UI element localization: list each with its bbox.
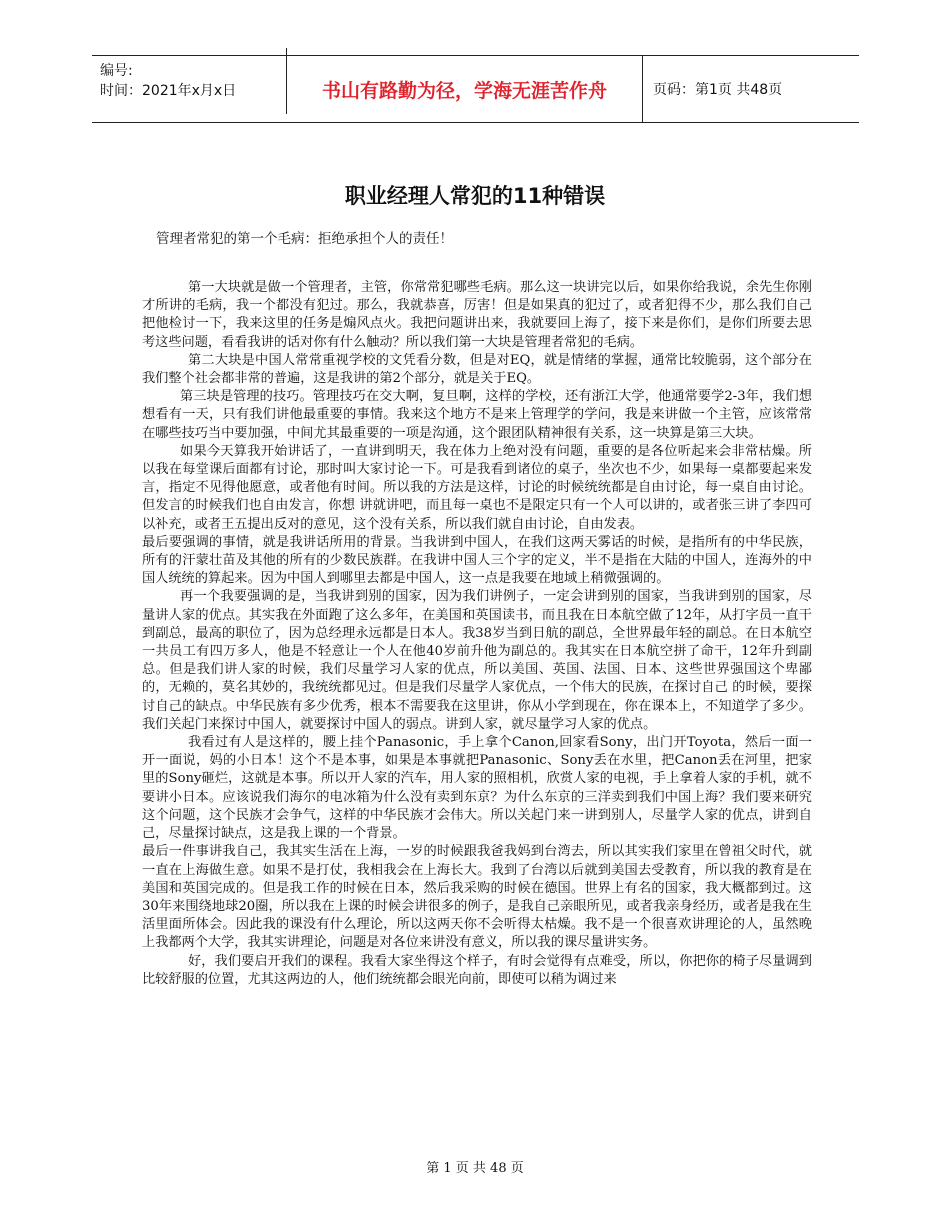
page-footer: 第 1 页 共 48 页 xyxy=(426,1161,524,1176)
document-number-label: 编号: xyxy=(100,63,133,79)
paragraph: 我看过有人是这样的，腰上挂个Panasonic，手上拿个Canon,回家看Sony，出门开Toyota，然后一面一开一面说，妈的小日本！这个不是本事，如果是本事就把Panasonic、Sony丢在水里，把Canon丢在河里，把家里的Sony砸烂，这就是本事。所以开人家的汽车，用人家的照相机，欣赏人家的电视，手上拿着人家的手机，就不要讲小日本。应该说我们海尔的电冰箱为什么没有卖到东京？为什么东京的三洋卖到我们中国上海？我们要来研究这个问题，这个民族才会争气，这样的中华民族才会伟大。所以关起门来一讲到别人，尽量学人家的优点，讲到自己，尽量探讨缺点，这是我上课的一个背景。 xyxy=(142,735,812,842)
paragraph: 第二大块是中国人常常重视学校的文凭看分数，但是对EQ，就是情绪的掌握，通常比较脆弱，这个部分在我们整个社会都非常的普遍，这是我讲的第2个部分，就是关于EQ。 xyxy=(142,352,812,387)
header-motto: 书山有路勤为径，学海无涯苦作舟 xyxy=(287,56,643,122)
paragraph: 最后要强调的事情，就是我讲话所用的背景。当我讲到中国人，在我们这两天雾话的时候，是指所有的中华民族，所有的汗蒙壮苗及其他的所有的少数民族群。在我讲中国人三个字的定义，半不是指在大陆的中国人，连海外的中国人统统的算起来。因为中国人到哪里去都是中国人，这一点是我要在地域上稍微强调的。 xyxy=(142,534,812,587)
header-page-info: 页码：第1页 共48页 xyxy=(653,82,783,98)
document-body xyxy=(142,279,812,989)
document-title: 职业经理人常犯的11种错误 xyxy=(344,184,606,208)
paragraph: 好，我们要启开我们的课程。我看大家坐得这个样子，有时会觉得有点难受，所以，你把你的椅子尽量调到比较舒服的位置，尤其这两边的人，他们统统都会眼光向前，即使可以稍为调过来 xyxy=(142,953,812,987)
paragraph: 如果今天算我开始讲话了，一直讲到明天，我在体力上绝对没有问题，重要的是各位听起来会非常枯燥。所以我在每堂课后面都有讨论，那时叫大家讨论一下。可是我看到诸位的桌子，坐次也不少，如果每一桌都要起来发言，指定不见得他愿意，或者他有时间。所以我的方法是这样，讨论的时候统统都是自由讨论，每一桌自由讨论。但发言的时候我们也自由发言，你想 讲就讲吧，而且每一桌也不是限定只有一个人可以讲的，或者张三讲了李四可以补充，或者王五提出反对的意见，这个没有关系，所以我们就自由讨论，自由发表。 xyxy=(142,443,812,532)
header-meta xyxy=(92,48,287,114)
document-subtitle: 管理者常犯的第一个毛病：拒绝承担个人的责任！ xyxy=(156,231,453,247)
paragraph: 第三块是管理的技巧。管理技巧在交大啊，复旦啊，这样的学校，还有浙江大学，他通常要学2-3年，我们想想看有一天，只有我们讲他最重要的事情。我来这个地方不是来上管理学的学问，我是来讲做一个主管，应该常常在哪些技巧当中要加强，中间尤其最重要的一项是沟通，这个跟团队精神很有关系，这一块算是第三大块。 xyxy=(142,389,812,441)
paragraph: 再一个我要强调的是，当我讲到别的国家，因为我们讲例子，一定会讲到别的国家，当我讲到别的国家，尽量讲人家的优点。其实我在外面跑了这么多年，在美国和英国读书，而且我在日本航空做了12年，从打字员一直干到副总，最高的职位了，因为总经理永远都是日本人。我38岁当到日航的副总，全世界最年轻的副总。在日本航空一共员工有四万多人，他是不轻意让一个人在他40岁前升他为副总的。我其实在日本航空拼了命干，12年升到副总。但是我们讲人家的时候，我们尽量学习人家的优点，所以美国、英国、法国、日本、这些世界强国这个卑鄙的，无赖的，莫名其妙的，我统统都见过。但是我们尽量学人家优点，一个伟大的民族，在探讨自己 的时候，要探讨自己的缺点。中华民族有多少优秀，根本不需要我在这里讲，你从小学到现在，你在课本上，不知道学了多少。我们关起门来探讨中国人，就要探讨中国人的弱点。讲到人家，就尽量学习人家的优点。 xyxy=(142,589,812,732)
paragraph: 最后一件事讲我自己，我其实生活在上海，一岁的时候跟我爸我妈到台湾去，所以其实我们家里在曾祖父时代，就一直在上海做生意。如果不是打仗，我相我会在上海长大。我到了台湾以后就到美国去受教育，所以我的教育是在美国和英国完成的。但是我工作的时候在日本，然后我采购的时候在德国。世界上有名的国家，我大概都到过。这30年来围绕地球20圈，所以我在上课的时候会讲很多的例子，是我自己亲眼所见，或者我亲身经历，或者是我在生活里面所体会。因此我的课没有什么理论，所以这两天你不会听得太枯燥。我不是一个很喜欢讲理论的人，虽然晚上我都两个大学，我其实讲理论，问题是对各位来讲没有意义，所以我的课尽量讲实务。 xyxy=(142,844,812,951)
document-time-label: 时间：2021年x月x日 xyxy=(100,83,237,99)
paragraph: 第一大块就是做一个管理者，主管，你常常犯哪些毛病。那么这一块讲完以后，如果你给我说，余先生你刚才所讲的毛病，我一个都没有犯过。那么，我就恭喜，厉害！但是如果真的犯过了，或者犯得不少，那么我们自己把他检讨一下，我来这里的任务是煽风点火。我把问题讲出来，我就要回上海了，接下来是你们，是你们所要去思考这些问题，看看我讲的话对你有什么触动？所以我们第一大块是管理者常犯的毛病。 xyxy=(142,280,812,350)
page-header xyxy=(92,55,859,123)
